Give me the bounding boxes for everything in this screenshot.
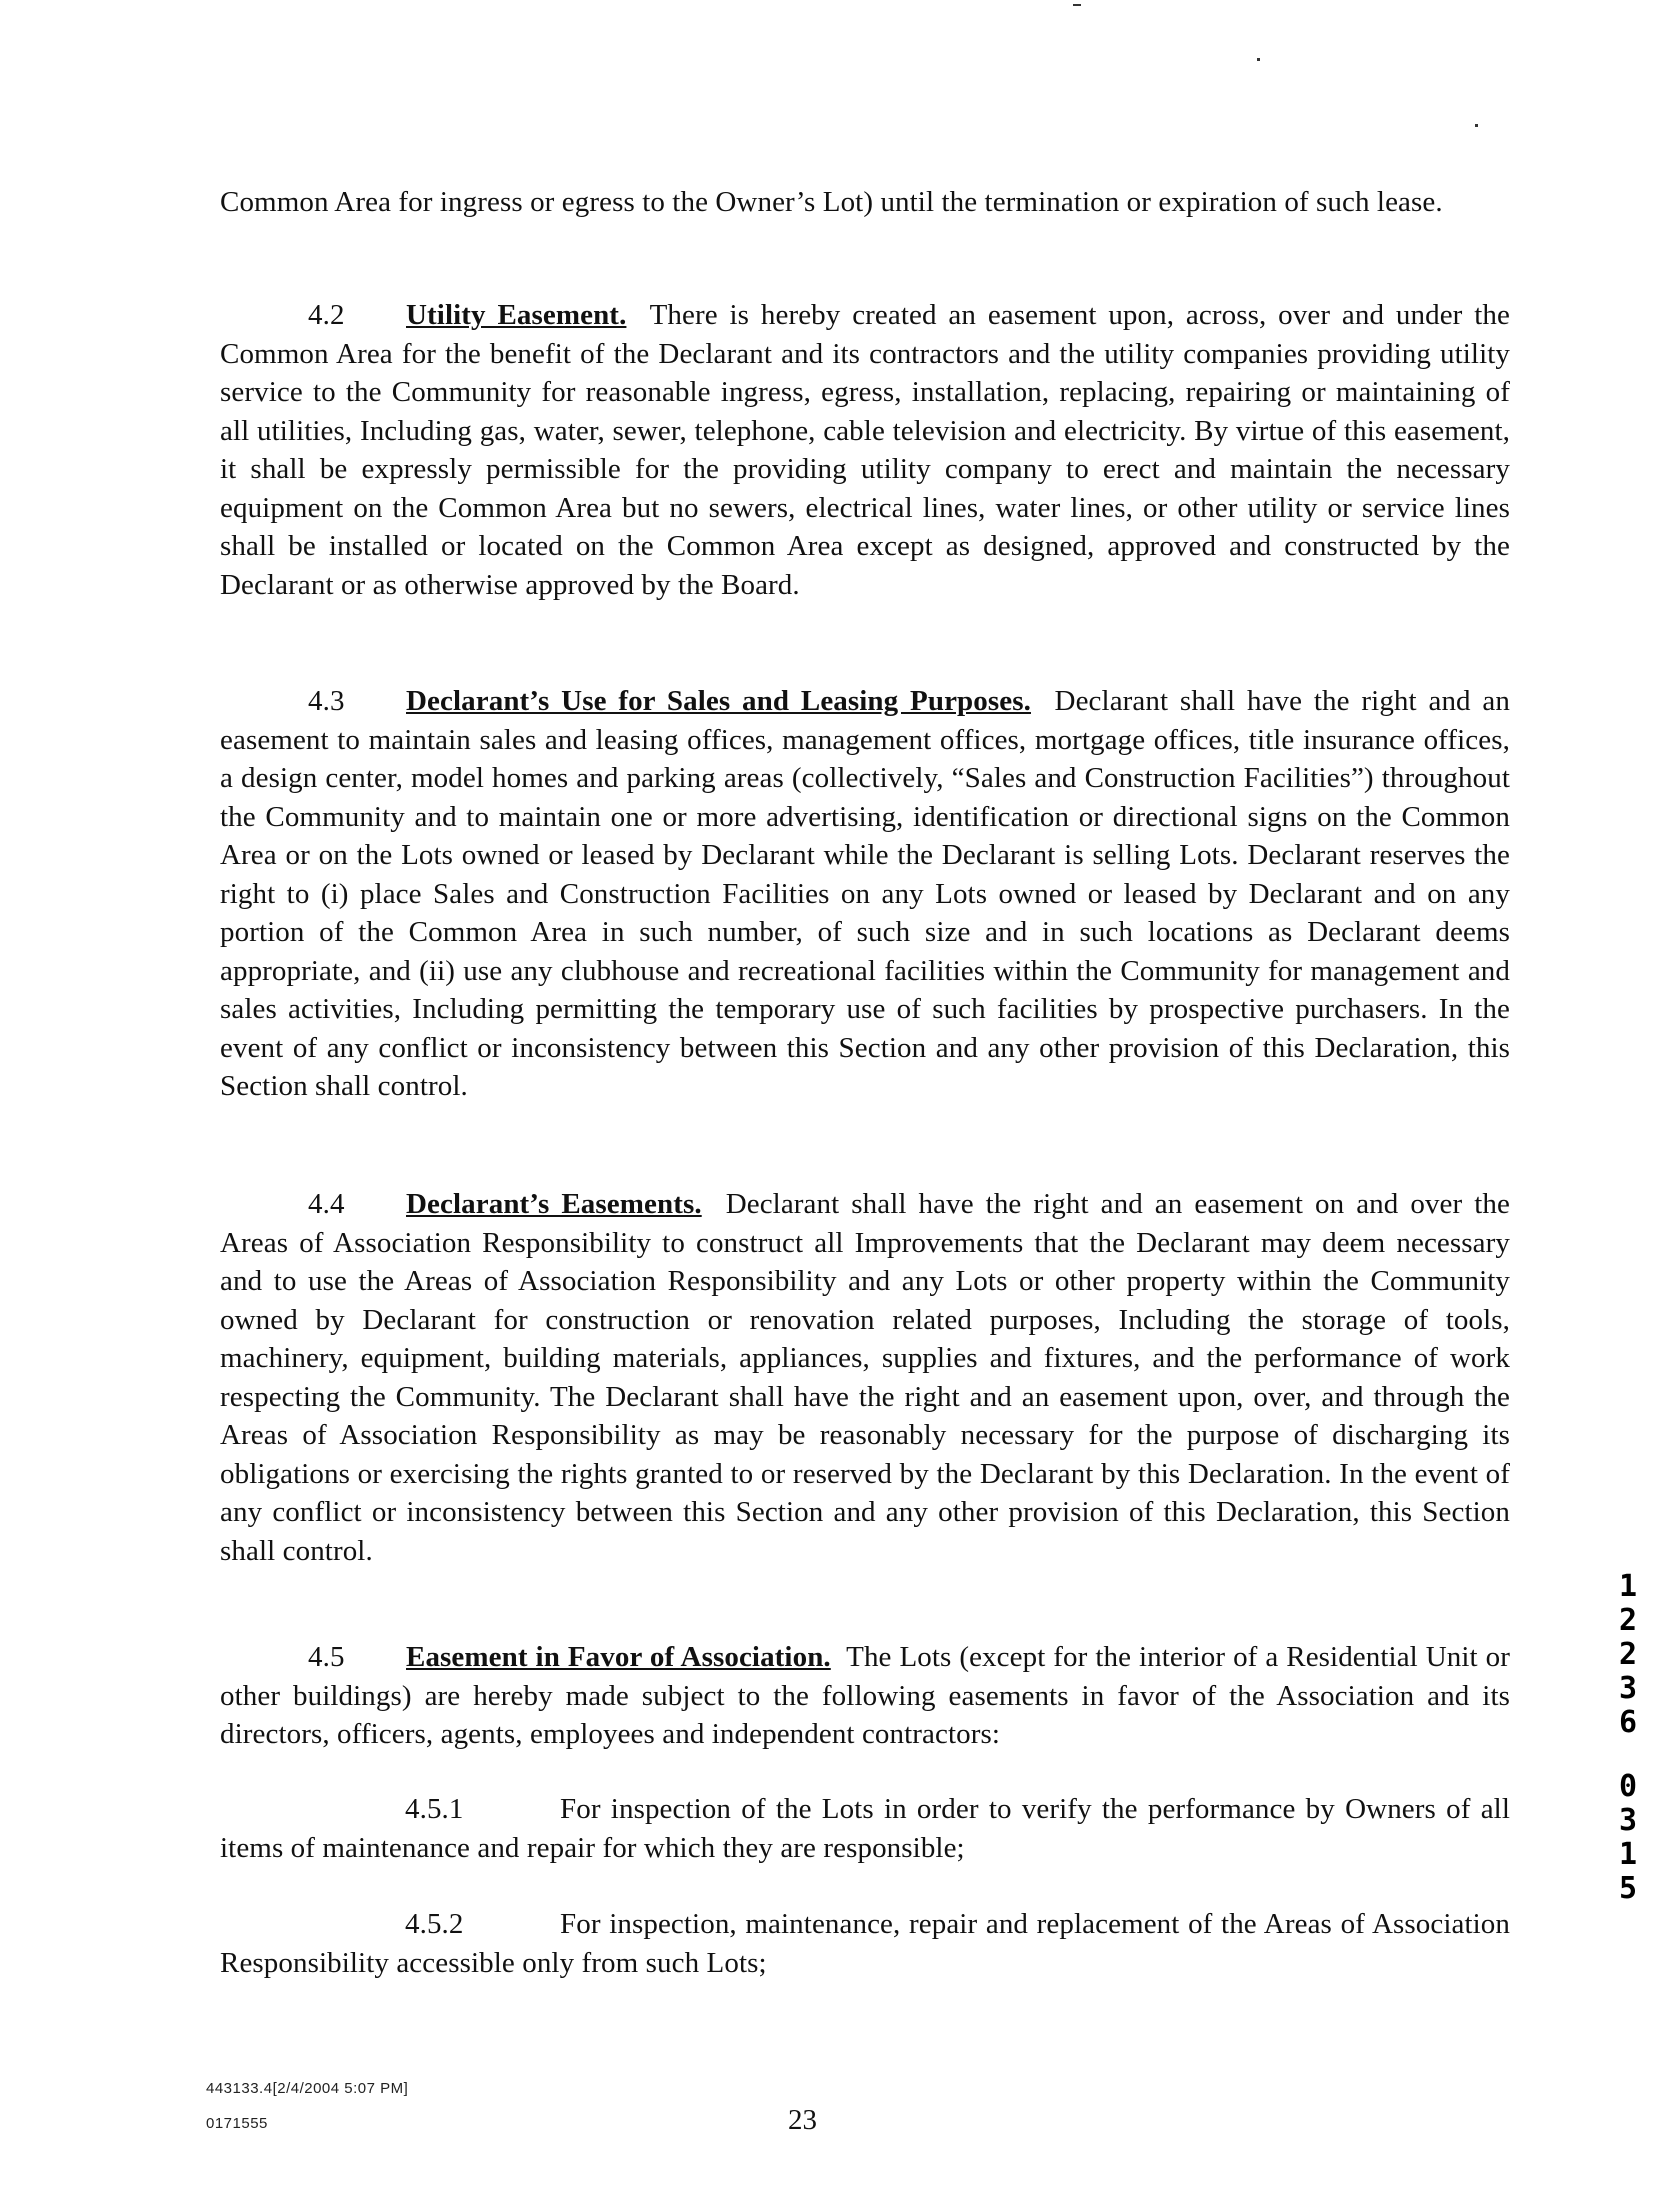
footer-doc-ref: 443133.4[2/4/2004 5:07 PM] xyxy=(206,2080,409,2097)
recording-number-stamp xyxy=(1611,1570,1645,1906)
section-body: There is hereby created an easement upon, across, over and under the Common Area for the benefit of the Declarant and its contractors and the utility companies providing utility service to the Community for reasonable ingress, egress, installation, replacing, repairing or maintaining of all utilities, Including gas, water, sewer, telephone, cable television and electricity. By virtue of this easement, it shall be expressly permissible for the providing utility company to erect and maintain the necessary equipment on the Common Area but no sewers, electrical lines, water lines, or other utility or service lines shall be installed or located on the Common Area except as designed, approved and constructed by the Declarant or as otherwise approved by the Board. xyxy=(220,299,1510,601)
section-4-2 xyxy=(220,296,1510,604)
recording-digit: 2 xyxy=(1618,1603,1638,1638)
section-number: 4.3 xyxy=(308,685,345,717)
section-body: Declarant shall have the right and an easement on and over the Areas of Association Responsibility to construct all Improvements that the Declarant may deem necessary and to use the Areas of Association Responsibility and any Lots or other property within the Community owned by Declarant for construction or renovation related purposes, Including the storage of tools, machinery, equipment, building materials, appliances, supplies and fixtures, and the performance of work respecting the Community. The Declarant shall have the right and an easement upon, over, and through the Areas of Association Responsibility as may be reasonably necessary for the purpose of discharging its obligations or exercising the rights granted to or reserved by the Declarant by this Declaration. In the event of any conflict or inconsistency between this Section and any other provision of this Declaration, this Section shall control. xyxy=(220,1188,1510,1567)
section-4-5 xyxy=(220,1638,1510,1754)
recording-digit: 0 xyxy=(1618,1769,1638,1804)
footer-client-number: 0171555 xyxy=(206,2115,268,2132)
section-4-3 xyxy=(220,682,1510,1106)
section-body: Declarant shall have the right and an easement to maintain sales and leasing offices, management offices, mortgage offices, title insurance offices, a design center, model homes and parking areas (collectively, “Sales and Construction Facilities”) throughout the Community and to maintain one or more advertising, identification or directional signs on the Common Area or on the Lots owned or leased by Declarant while the Declarant is selling Lots. Declarant reserves the right to (i) place Sales and Construction Facilities on any Lots owned or leased by Declarant and on any portion of the Common Area in such number, of such size and in such locations as Declarant deems appropriate, and (ii) use any clubhouse and recreational facilities within the Community for management and sales activities, Including permitting the temporary use of such facilities by prospective purchasers. In the event of any conflict or inconsistency between this Section and any other provision of this Declaration, this Section shall control. xyxy=(220,685,1510,1102)
section-number: 4.5 xyxy=(308,1641,345,1673)
section-number: 4.4 xyxy=(308,1188,345,1220)
section-number: 4.2 xyxy=(308,299,345,331)
subsection-4-5-1 xyxy=(220,1790,1510,1867)
recording-digit: 2 xyxy=(1618,1637,1638,1672)
section-title: Declarant’s Use for Sales and Leasing Purposes. xyxy=(406,685,1031,717)
subsection-number: 4.5.2 xyxy=(405,1908,464,1940)
subsection-number: 4.5.1 xyxy=(405,1793,464,1825)
recording-gap xyxy=(1611,1740,1645,1770)
recording-digit: 6 xyxy=(1618,1705,1638,1740)
scan-speck xyxy=(1073,4,1081,6)
continuation-paragraph xyxy=(220,183,1510,222)
recording-digit: 1 xyxy=(1618,1837,1638,1872)
subsection-4-5-2 xyxy=(220,1905,1510,1982)
subsection-body: For inspection, maintenance, repair and replacement of the Areas of Association Responsibility accessible only from such Lots; xyxy=(220,1908,1510,1979)
section-title: Declarant’s Easements. xyxy=(406,1188,702,1220)
continuation-text: Common Area for ingress or egress to the Owner’s Lot) until the termination or expiration of such lease. xyxy=(220,186,1443,218)
page-number: 23 xyxy=(788,2104,817,2136)
recording-digit: 5 xyxy=(1618,1871,1638,1906)
recording-digit: 1 xyxy=(1618,1569,1638,1604)
scan-speck xyxy=(1475,124,1478,127)
recording-digit: 3 xyxy=(1618,1803,1638,1838)
section-title: Easement in Favor of Association. xyxy=(406,1641,831,1673)
section-4-4 xyxy=(220,1185,1510,1570)
recording-digit: 3 xyxy=(1618,1671,1638,1706)
scan-speck xyxy=(1257,58,1260,61)
subsection-body: For inspection of the Lots in order to verify the performance by Owners of all items of maintenance and repair for which they are responsible; xyxy=(220,1793,1510,1864)
section-body: The Lots (except for the interior of a Residential Unit or other buildings) are hereby made subject to the following easements in favor of the Association and its directors, officers, agents, employees and independent contractors: xyxy=(220,1641,1510,1750)
section-title: Utility Easement. xyxy=(406,299,627,331)
